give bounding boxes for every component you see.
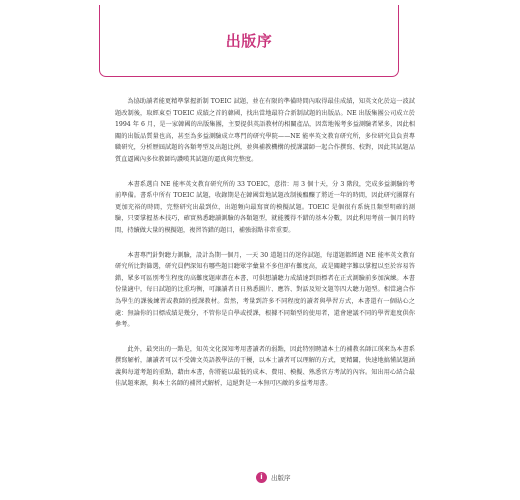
title-frame	[99, 5, 399, 77]
preface-body	[115, 96, 415, 403]
page-number-badge: i	[256, 472, 267, 483]
paragraph-listening: 本書專門針對聽力測驗，設計為期一個月，一天 30 道題目的迷你試題，每道題都經過 NE 能率英文教育研究所比對篩選，研究員們深知有哪些題目聽眾字彙量不多但卻有難度高，或是關鍵字難以掌握以至於容易答錯，眾多可區別考生程度的高難度題庫盡在本書，可供想讀聽力成績達到頂標者在正式測驗前多加演練。本書份量適中，每日試題的比重均衡，可讓讀者日日熟悉圖片、應答、對話及短文題等四大聽力題型。相當適合作為學生的課後練習或教師的授課教材。當然，考量到許多不同程度的讀者與學習方式，本書還有一個貼心之處：無論你的目標成績是幾分，不管你是自學或授課，根據不同類型的使用者，還會建議不同的學習進度供你參考。	[115, 251, 415, 329]
page-footer	[256, 471, 291, 483]
paragraph-intro: 為協助讀者能更精準掌握新制 TOEIC 試題，並在有限的準備時間內取得最佳成績，知英文化於這一波試題改制後，取經東亞 TOEIC 成績之首的韓國，找出當地最符合新制試題的出版品。NE 出版集團公司成立於 1994 年 6 月，是一家韓國的出版集團，主要提供英語教材的相關產品，因當地報考多益測驗者眾多，因此相關的出版品質量也高，甚至為多益測驗成立專門的研究學院——NE 能率英文教育研究所，多位研究員負責專職研究，分析歷屆試題的各類考型及出題比例，並與補教機構的授課講師一起合作撰寫、校對，因此其試題品質直逼國內多位教師均讚嘆其試題的逼真與完整度。	[115, 98, 415, 163]
paragraph-closing: 此外，最突出的一點是，知英文化深知考用書讀者的弱點，因此特別聘請本土的補教名師江瑛來為本書系撰寫解析，讓讀者可以不受韓文英語教學法的干擾，以本土讀者可以理解的方式，更精闢，快速地搞懂試題涵義與每道考題的重點，藉由本書，你將能以最低的成本、費用、模擬、熟悉官方考試的內容。知出用心結合最佳試題來源，與本土名師的補習式解析，這絕對是一本無可匹敵的多益考用書。	[115, 345, 415, 388]
page-title: 出版序	[225, 32, 273, 50]
paragraph-series: 本書系選自 NE 能率英文教育研究所的 33 TOEIC，意指：用 3 個十天，分 3 階段，完成多益測驗的考前準備。書系中所有 TOEIC 試題，收錄期是在韓國當地試題改制後醞釀了將近一年的時間，因此研究團隊有更加充裕的時間，完整研究出最到位，出題頻向最寫實的模擬試題。TOEIC 是個很有系統且類型明確的測驗，只要掌握基本技巧，確實熟悉聽讀測驗的各類題型，就能獲得不錯的基本分數，因此利用考前一個月的時間，持續做大量的模擬題，複習答錯的題目，補強弱點非常重要。	[115, 180, 415, 234]
footer-section-label: 出版序	[271, 473, 291, 482]
